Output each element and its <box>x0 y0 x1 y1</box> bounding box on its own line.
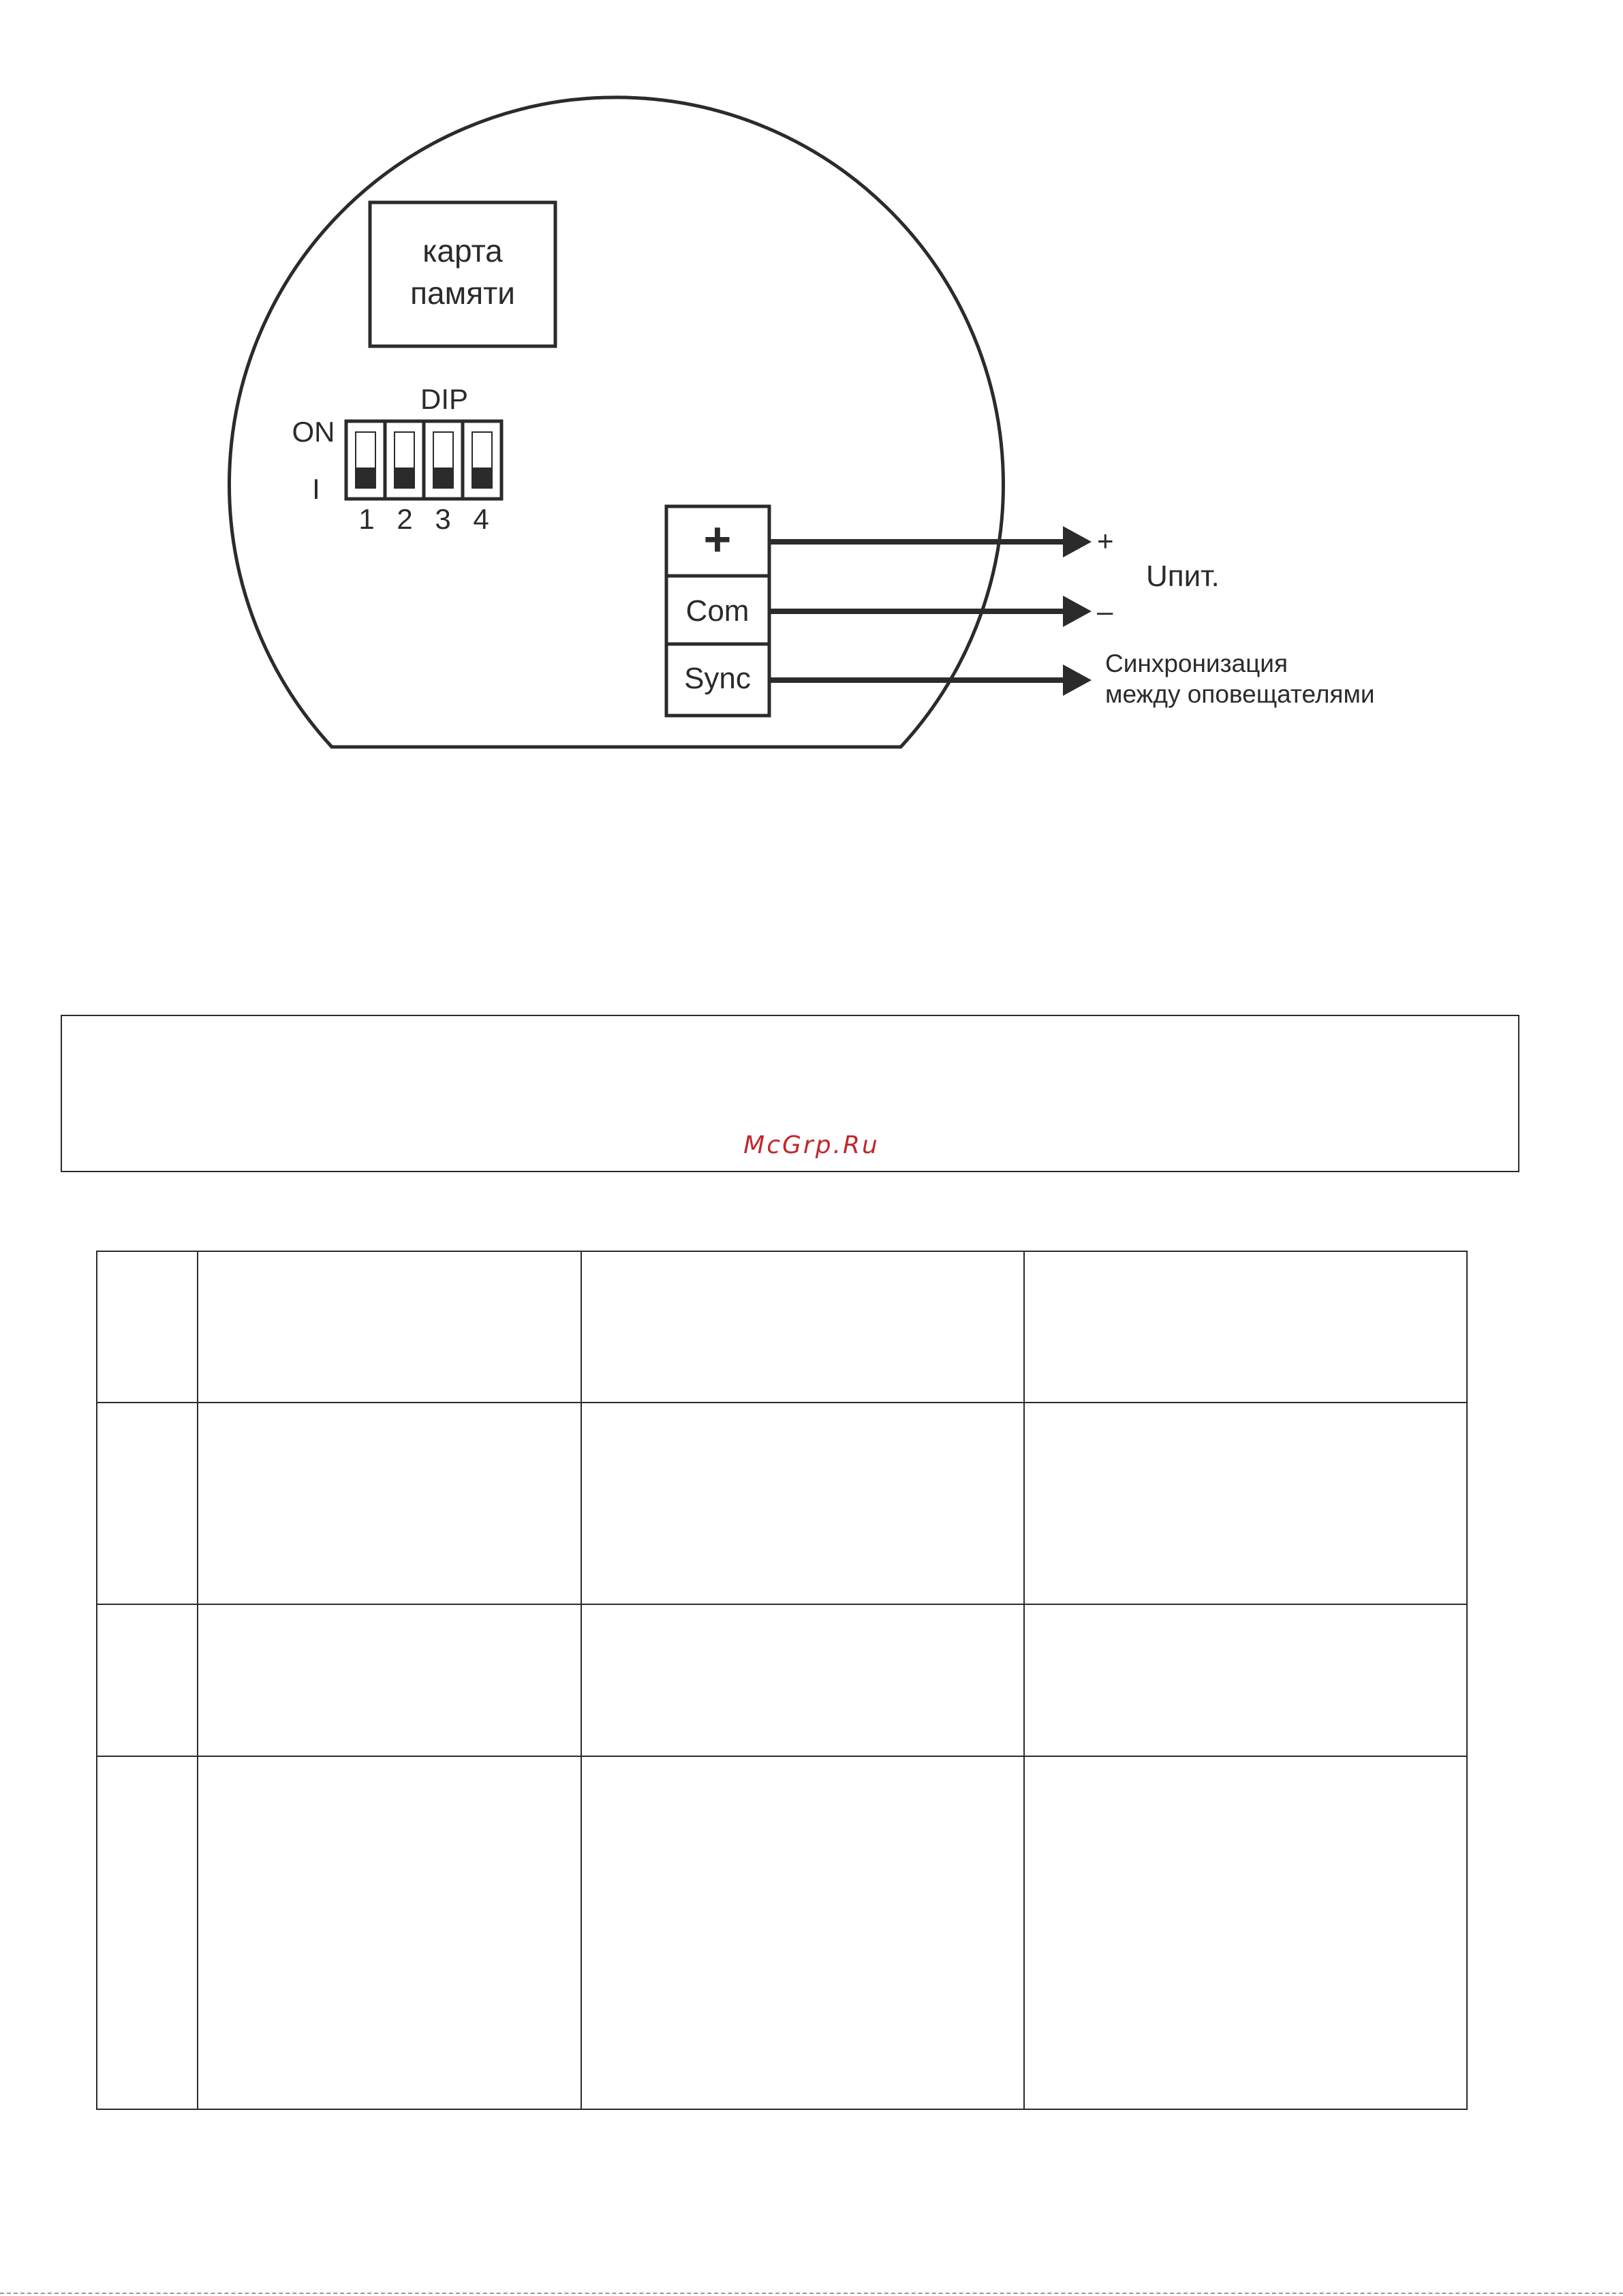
table-cell <box>198 1756 581 2109</box>
dip-switch-3-lever <box>433 468 453 488</box>
watermark-text: McGrp.Ru <box>743 1131 880 1159</box>
wire-sync-arrow <box>1063 664 1092 696</box>
table-cell <box>198 1251 581 1403</box>
dip-switch-2-lever <box>395 468 414 488</box>
table-cell <box>581 1756 1024 2109</box>
table-cell <box>581 1604 1024 1756</box>
dip-switch-2[interactable] <box>385 421 424 499</box>
wire-com-arrow <box>1063 596 1092 627</box>
wires <box>769 526 1092 696</box>
table-row <box>97 1604 1467 1756</box>
table-row <box>97 1403 1467 1604</box>
dip-switch-4[interactable] <box>463 421 501 499</box>
wiring-diagram <box>0 0 1623 818</box>
table-cell <box>1024 1403 1467 1604</box>
dip-switch-3[interactable] <box>424 421 463 499</box>
dip-on-label: ON <box>292 416 335 448</box>
terminal-sync-label: Sync <box>684 662 751 695</box>
dip-switch-4-number: 4 <box>473 503 489 535</box>
sync-label-line2: между оповещателями <box>1105 680 1375 708</box>
memory-card-label-line2: памяти <box>410 275 515 311</box>
page-bottom-rule <box>0 2293 1623 2294</box>
supply-voltage-label: Uпит. <box>1146 560 1220 593</box>
table-cell <box>581 1403 1024 1604</box>
wire-plus-arrow <box>1063 526 1092 557</box>
memory-card-label-line1: карта <box>422 233 503 269</box>
dip-switch-1-number: 1 <box>358 503 375 535</box>
dip-switch-block <box>292 383 502 535</box>
table-cell <box>97 1251 198 1403</box>
terminal-plus-label: + <box>703 512 732 566</box>
table-cell <box>1024 1604 1467 1756</box>
dip-switch-4-lever <box>472 468 492 488</box>
dip-off-label: I <box>312 473 320 505</box>
table-cell <box>198 1403 581 1604</box>
table-cell <box>198 1604 581 1756</box>
table-row <box>97 1756 1467 2109</box>
table-row <box>97 1251 1467 1403</box>
data-table <box>96 1251 1468 2110</box>
sync-label-line1: Синхронизация <box>1105 649 1288 677</box>
wire-plus-label: + <box>1097 525 1114 557</box>
memory-card <box>370 202 555 346</box>
terminal-block <box>666 506 769 716</box>
table-cell <box>97 1756 198 2109</box>
dip-switch-1[interactable] <box>346 421 385 499</box>
wire-com-label: – <box>1097 595 1113 627</box>
table-cell <box>581 1251 1024 1403</box>
table-cell <box>1024 1251 1467 1403</box>
dip-switch-3-number: 3 <box>435 503 451 535</box>
table-cell <box>1024 1756 1467 2109</box>
dip-label: DIP <box>420 383 469 415</box>
dip-switch-1-lever <box>356 468 375 488</box>
dip-switch-2-number: 2 <box>397 503 413 535</box>
table-cell <box>97 1403 198 1604</box>
table-cell <box>97 1604 198 1756</box>
terminal-com-label: Com <box>685 594 749 628</box>
